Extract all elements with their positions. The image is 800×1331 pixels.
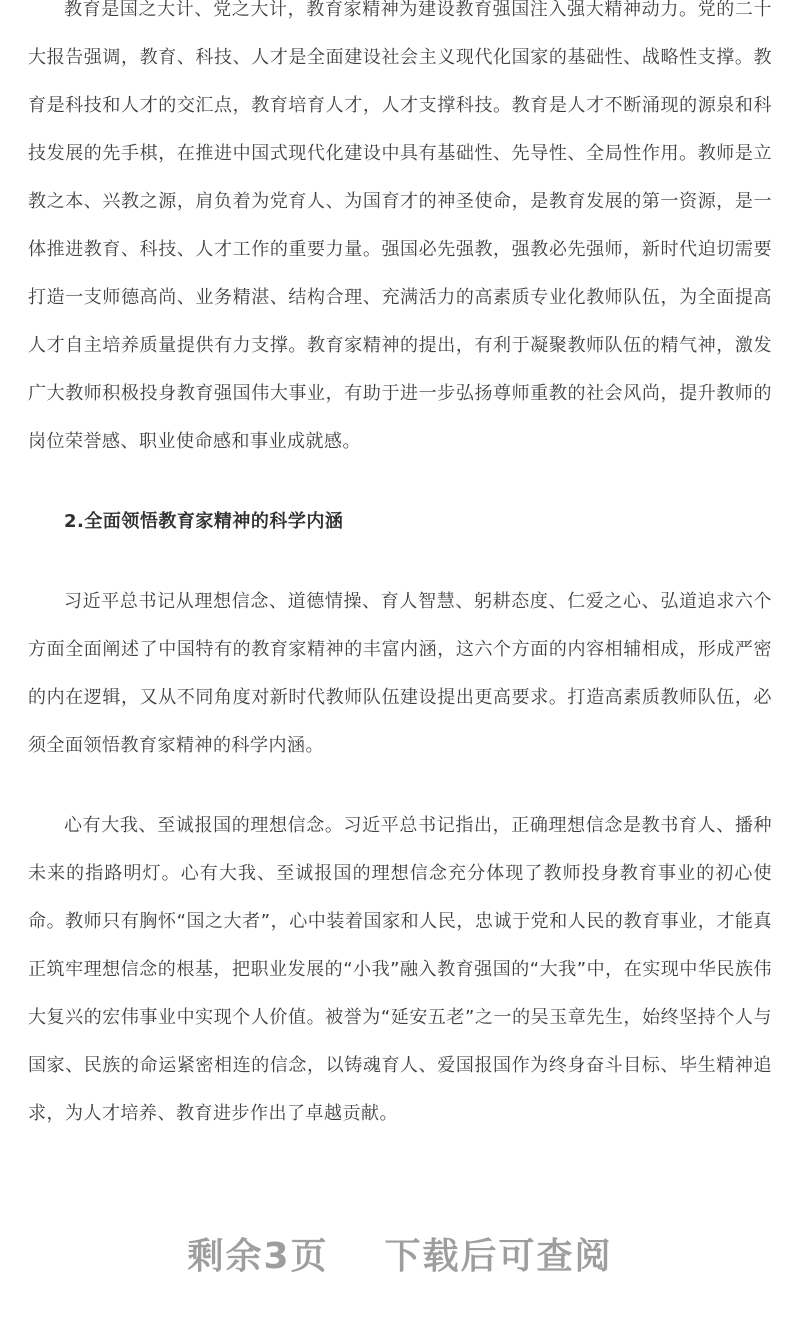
- paragraph-ideal-belief: 心有大我、至诚报国的理想信念。习近平总书记指出，正确理想信念是教书育人、播种未来的指路明灯。心有大我、至诚报国的理想信念充分体现了教师投身教育事业的初心使命。教师只有胸怀“国之大者”，心中装着国家和人民，忠诚于党和人民的教育事业，才能真正筑牢理想信念的根基，把职业发展的“小我”融入教育强国的“大我”中，在实现中华民族伟大复兴的宏伟事业中实现个人价值。被誉为“延安五老”之一的吴玉章先生，始终坚持个人与国家、民族的命运紧密相连的信念，以铸魂育人、爱国报国作为终身奋斗目标、毕生精神追求，为人才培养、教育进步作出了卓越贡献。: [28, 815, 772, 1124]
- download-hint-label: 下载后可查阅: [384, 1236, 613, 1277]
- remaining-pages-label: 剩余3页: [187, 1236, 329, 1277]
- preview-footer: [0, 1228, 800, 1279]
- paragraph-significance: 教育是国之大计、党之大计，教育家精神为建设教育强国注入强大精神动力。党的二十大报告强调，教育、科技、人才是全面建设社会主义现代化国家的基础性、战略性支撑。教育是科技和人才的交汇点，教育培育人才，人才支撑科技。教育是人才不断涌现的源泉和科技发展的先手棋，在推进中国式现代化建设中具有基础性、先导性、全局性作用。教师是立教之本、兴教之源，肩负着为党育人、为国育才的神圣使命，是教育发展的第一资源，是一体推进教育、科技、人才工作的重要力量。强国必先强教，强教必先强师，新时代迫切需要打造一支师德高尚、业务精湛、结构合理、充满活力的高素质专业化教师队伍，为全面提高人才自主培养质量提供有力支撑。教育家精神的提出，有利于凝聚教师队伍的精气神，激发广大教师积极投身教育强国伟大事业，有助于进一步弘扬尊师重教的社会风尚，提升教师的岗位荣誉感、职业使命感和事业成就感。: [28, 0, 772, 452]
- section-heading: 2.全面领悟教育家精神的科学内涵: [64, 511, 344, 532]
- paragraph-connotation: 习近平总书记从理想信念、道德情操、育人智慧、躬耕态度、仁爱之心、弘道追求六个方面全面阐述了中国特有的教育家精神的丰富内涵，这六个方面的内容相辅相成，形成严密的内在逻辑，又从不同角度对新时代教师队伍建设提出更高要求。打造高素质教师队伍，必须全面领悟教育家精神的科学内涵。: [28, 591, 772, 756]
